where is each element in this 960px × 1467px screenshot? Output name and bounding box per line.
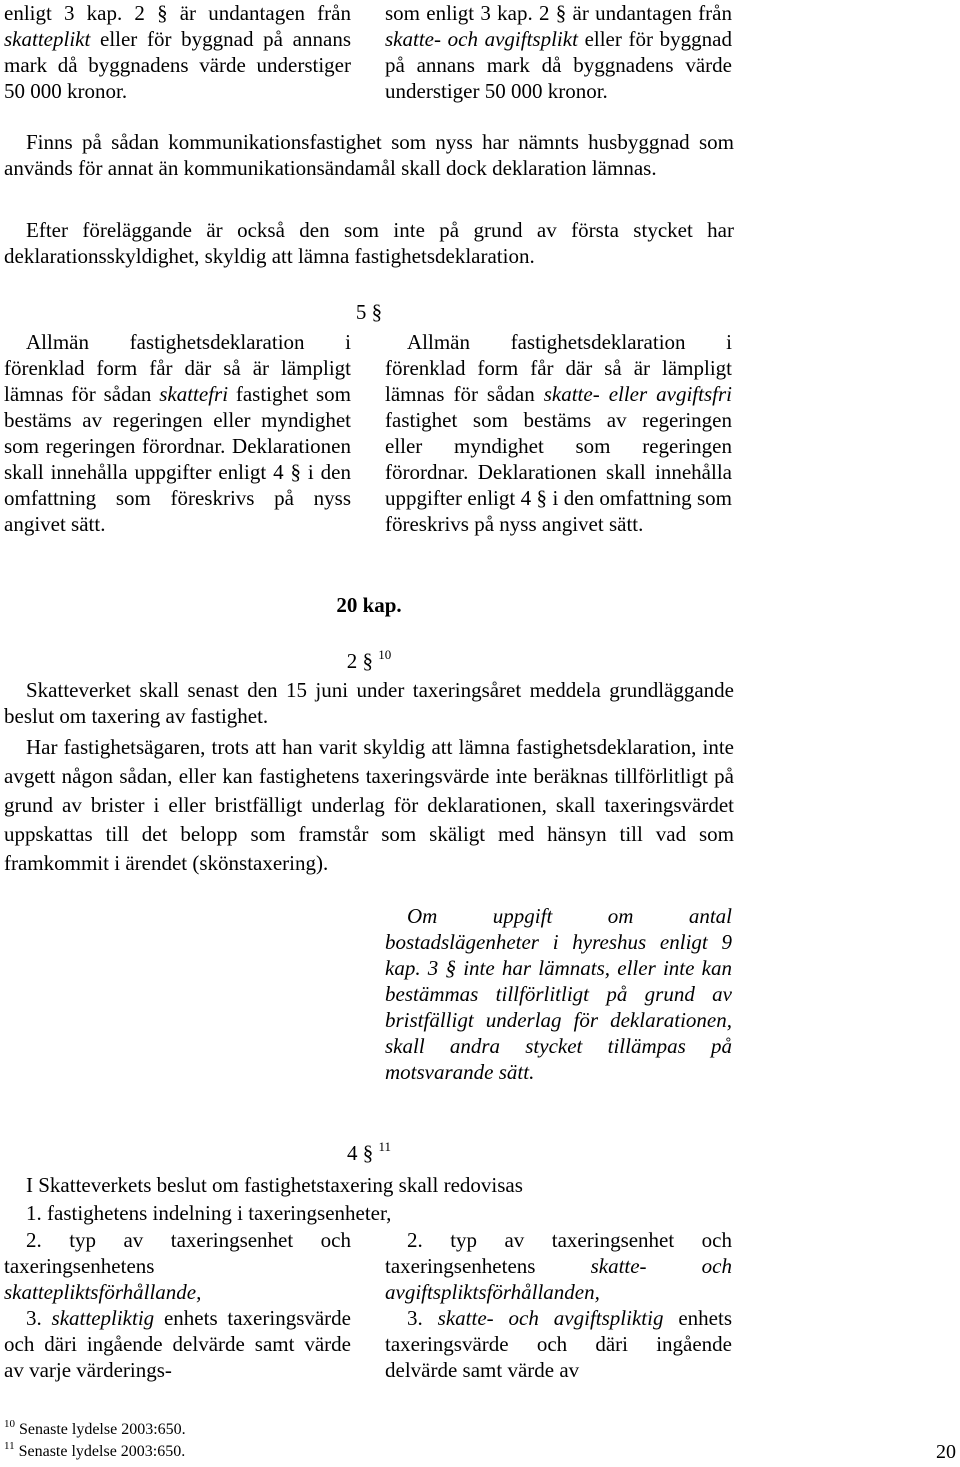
section-4-heading	[4, 1140, 734, 1166]
footnote-ref-11: 11	[378, 1139, 392, 1154]
section-2-number: 2 §	[346, 649, 373, 673]
section-4-left-item-2: 2. typ av taxeringsenhet och taxeringsenhetens skattepliktsförhållande,	[4, 1228, 351, 1304]
footnote-11	[4, 1441, 185, 1463]
section-4-right-item-3: 3. skatte- och avgiftspliktig enhets taxeringsvärde och däri ingående delvärde samt värde av	[385, 1306, 733, 1382]
section-4-left-item-3: 3. skattepliktig enhets taxeringsvärde och däri ingående delvärde samt värde av varje värderings-	[4, 1306, 351, 1382]
chapter-heading: 20 kap.	[336, 593, 402, 617]
section-2-heading	[4, 648, 734, 674]
finns-paragraph: Finns på sådan kommunikationsfastighet som nyss har nämnts husbyggnad som används för annat än kommunikationsändamål skall dock deklaration lämnas.	[4, 130, 734, 180]
section-5-right-text: Allmän fastighetsdeklaration i förenklad form får där så är lämpligt lämnas för sådan skatte- eller avgiftsfri fastighet som bestäms av regeringen eller myndighet som regeringen förordnar. Deklarationen skall innehålla uppgifter enligt 4 § i den omfattning som föreskrivs på nyss angivet sätt.	[385, 330, 732, 536]
top-left-text: enligt 3 kap. 2 § är undantagen från skatteplikt eller för byggnad på annans mark då byggnadens värde understiger 50 000 kronor.	[4, 1, 351, 103]
footnote-10	[4, 1419, 186, 1441]
section-2-paragraph-2: Har fastighetsägaren, trots att han varit skyldig att lämna fastighetsdeklaration, inte avgett någon sådan, eller kan fastighetens taxeringsvärde inte beräknas tillförlitligt på grund av brister i eller bristfälligt underlag för deklarationen, skall taxeringsvärdet uppskattas till det belopp som framstår som skäligt med hänsyn till vad som framkommit i ärendet (skönstaxering).	[4, 735, 734, 875]
section-5-heading: 5 §	[355, 300, 383, 324]
section-4-item-1: 1. fastighetens indelning i taxeringsenheter,	[26, 1201, 392, 1225]
section-2-added-text: Om uppgift om antal bostadslägenheter i hyreshus enligt 9 kap. 3 § inte har lämnats, eller inte kan bestämmas tillförlitligt på grund av bristfälligt underlag för deklarationen, skall andra stycket tillämpas på motsvarande sätt.	[385, 904, 732, 1084]
footnote-11-number: 11	[4, 1440, 15, 1452]
section-4-number: 4 §	[346, 1141, 374, 1165]
footnote-10-text: Senaste lydelse 2003:650.	[19, 1421, 186, 1438]
top-right-text: som enligt 3 kap. 2 § är undantagen från skatte- och avgiftsplikt eller för byggnad på annans mark då byggnadens värde understiger 50 000 kronor.	[385, 1, 732, 103]
footnote-11-text: Senaste lydelse 2003:650.	[18, 1443, 186, 1460]
efter-paragraph: Efter föreläggande är också den som inte på grund av första stycket har deklarationsskyldighet, skyldig att lämna fastighetsdeklaration.	[4, 218, 734, 268]
section-5-left-text: Allmän fastighetsdeklaration i förenklad form får där så är lämpligt lämnas för sådan skattefri fastighet som bestäms av regeringen eller myndighet som regeringen förordnar. Deklarationen skall innehålla uppgifter enligt 4 § i den omfattning som föreskrivs på nyss angivet sätt.	[4, 330, 351, 536]
page-number: 20	[936, 1441, 956, 1463]
section-2-paragraph-1: Skatteverket skall senast den 15 juni under taxeringsåret meddela grundläggande beslut om taxering av fastighet.	[4, 678, 734, 728]
footnote-10-number: 10	[4, 1418, 15, 1430]
footnote-ref-10: 10	[378, 647, 392, 662]
section-4-intro: I Skatteverkets beslut om fastighetstaxering skall redovisas	[26, 1173, 523, 1197]
section-4-right-item-2: 2. typ av taxeringsenhet och taxeringsenhetens skatte- och avgiftspliktsförhållanden,	[385, 1228, 732, 1304]
